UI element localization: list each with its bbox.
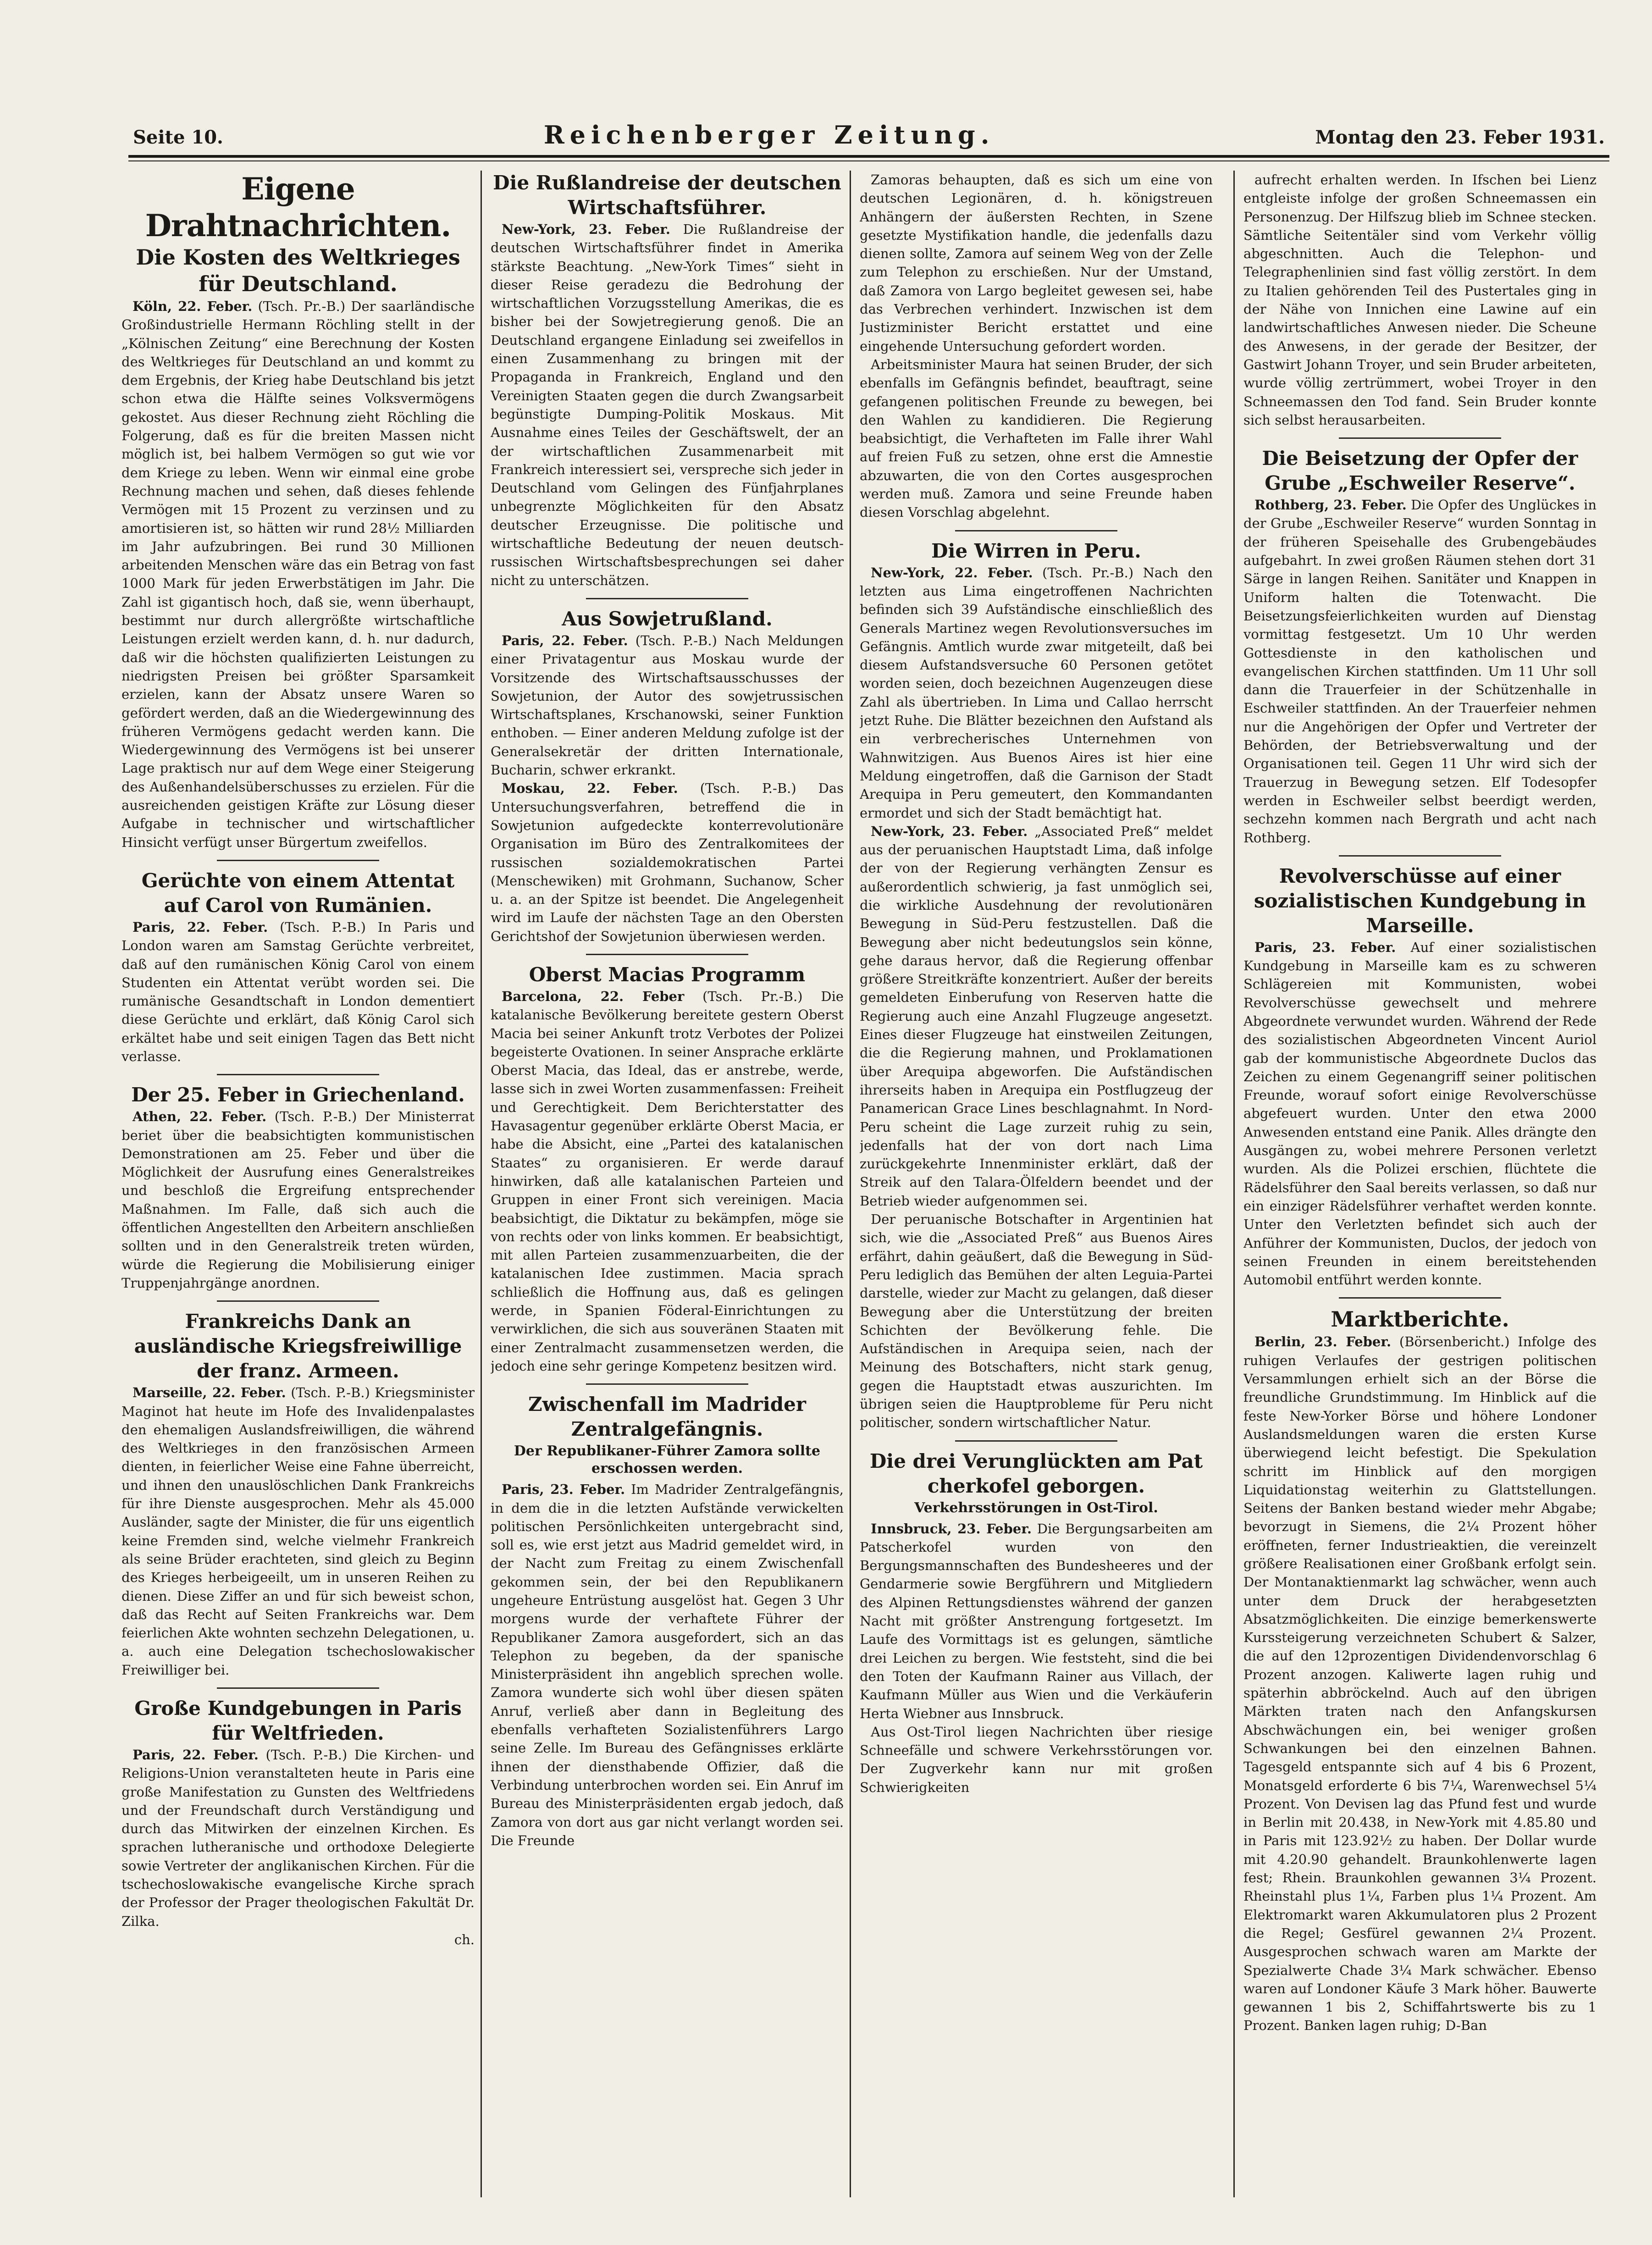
- article: [122, 1696, 475, 1949]
- article-text: (Tsch. P.-B.) In Paris und London waren am Samstag Gerüchte verbreitet, daß auf den rumänischen König Carol von einem Studenten ein Attentat verübt worden sei. Die rumänische Gesandtschaft in London dementiert diese Gerüchte und erklärt, daß König Carol sich erkältet habe und seit einigen Tagen das Bett nicht verlasse.: [122, 919, 475, 1064]
- article-headline: Der 25. Feber in Griechenland.: [131, 1084, 465, 1106]
- article-body: [122, 1107, 475, 1292]
- dateline: Marseille, 22. Feber.: [133, 1385, 286, 1401]
- article-text: (Tsch. P.-B.) Die Kirchen- und Religions-Union veranstalteten heute in Paris eine große Manifestation zu Gunsten des Weltfriedens und der Freundschaft durch Verständigung und durch das Mitwirken der einzelnen Kirchen. Es sprachen lutheranische und orthodoxe Delegierte sowie Vertreter der anglikanischen Kirchen. Für die tschechoslowakische evangelische Kirche sprach der Professor der Prager theologischen Fakultät Dr. Zilka.: [122, 1747, 475, 1929]
- dateline: Athen, 22. Feber.: [133, 1109, 267, 1125]
- column-divider: [1233, 171, 1235, 2197]
- article-headline: Die Rußlandreise der deutschen Wirtschaftsführer.: [493, 171, 841, 219]
- dateline: Moskau, 22. Feber.: [502, 780, 678, 796]
- article-separator: [217, 1074, 379, 1075]
- article-body: [1243, 496, 1597, 847]
- article-text: Arbeitsminister Maura hat seinen Bruder, der sich ebenfalls im Gefängnis befindet, beauftragt, seine gefangenen politischen Freunde zu bewegen, bei den Wahlen zu kandidieren. Die Regierung beabsichtigt, die Verhafteten im Falle ihrer Wahl auf freien Fuß zu setzen, ohne erst die Amnestie abzuwarten, die von den Cortes ausgesprochen werden muß. Zamora und seine Freunde haben diesen Vorschlag abgelehnt.: [860, 356, 1213, 520]
- header-rule-thin: [128, 160, 1609, 161]
- article-body: [122, 1746, 475, 1930]
- article-text: (Tsch. P.-B.) Der Ministerrat beriet über die beabsichtigten kommunistischen Demonstrationen am 25. Feber und über die Möglichkeit der Ausrufung eines Generalstreikes und beschloß die Ergreifung entsprechender Maßnahmen. Im Falle, daß sich auch die öffentlichen Angestellten den Arbeitern anschließen sollten und in den Generalstreik treten würden, würde die Regierung die Mobilisierung einiger Truppenjahrgänge anordnen.: [122, 1109, 475, 1291]
- article-text: (Tsch. P.-B.) Das Untersuchungsverfahren, betreffend die in Sowjetunion aufgedeckte konterrevolutionäre Organisation im Büro des Zentralkomitees der russischen sozialdemokratischen Partei (Menschewiken) mit Grohmann, Suchanow, Scher u. a. an der Spitze ist beendet. Die Angelegenheit wird im Laufe der nächsten Tage an den Obersten Gerichtshof der Sowjetunion überwiesen werden.: [491, 780, 844, 944]
- column-4: [1243, 171, 1597, 2197]
- article-body: [491, 220, 844, 590]
- article-text: (Tsch. P.-B.) Kriegsminister Maginot hat heute im Hofe des Invalidenpalastes den ehemaligen Auslandsfreiwilligen, die während des Weltkrieges in den französischen Armeen dienten, in feierlicher Weise eine Fahne überreicht, und ihnen den unauslöschlichen Dank Frankreichs für ihre Dienste ausgesprochen. Mehr als 45.000 Ausländer, sagte der Minister, die für uns eigentlich keine Fremden sind, welche vielmehr Frankreich als seine Brüder erachteten, sind gleich zu Beginn des Krieges herbeigeeilt, um in unseren Reihen zu dienen. Diese Ziffer an und für sich beweist schon, daß das Recht auf Seiten Frankreichs war. Dem feierlichen Akte wohnten sechzehn Delegationen, u. a. auch eine Delegation tschechoslowakischer Freiwilliger bei.: [122, 1385, 475, 1678]
- author-signature: ch.: [454, 1931, 475, 1947]
- dateline: Paris, 23. Feber.: [502, 1482, 625, 1498]
- article-headline: Die Kosten des Weltkrieges für Deutschland.: [136, 245, 460, 296]
- article-text: (Tsch. P.-B.) Nach Meldungen einer Privatagentur aus Moskau wurde der Vorsitzende des Wirtschaftsausschusses der Sowjetunion, der Autor des sowjetrussischen Wirtschaftsplanes, Krschanowski, seiner Funktion enthoben. — Einer anderen Meldung zufolge ist der Generalsekretär der dritten Internationale, Bucharin, schwer erkrankt.: [491, 632, 844, 778]
- dateline: New-York, 22. Feber.: [871, 564, 1033, 581]
- article-headline: Gerüchte von einem Attentat auf Carol von Rumänien.: [141, 869, 455, 917]
- article: [860, 539, 1213, 1432]
- article-headline: Die Beisetzung der Opfer der Grube „Eschweiler Reserve“.: [1262, 447, 1578, 495]
- dateline: Paris, 22. Feber.: [133, 1747, 259, 1763]
- article: [122, 868, 475, 1066]
- article-body: [1243, 1333, 1597, 2035]
- article-headline: Große Kundgebungen in Paris für Weltfrieden.: [134, 1697, 462, 1744]
- masthead: [133, 120, 1605, 150]
- article-separator: [586, 598, 748, 599]
- article-headline: Die drei Verunglückten am Pat cherkofel geborgen.: [869, 1449, 1203, 1497]
- dateline: Paris, 23. Feber.: [1254, 939, 1396, 955]
- article-body: [491, 779, 844, 946]
- article-separator: [955, 1440, 1117, 1442]
- article: [122, 1083, 475, 1292]
- article-text: (Tsch. Pr.-B.) Nach den letzten aus Lima eingetroffenen Nachrichten befinden sich 39 Aufständische einschließlich des Generals Martinez wegen Revolutionsversuches im Gefängnis. Amtlich wurde zwar mitgeteilt, daß bei diesem Aufstandsversuche 60 Personen getötet worden seien, doch bezeichnen Augenzeugen diese Zahl als übertrieben. In Lima und Callao herrscht jetzt Ruhe. Die Blätter bezeichnen den Aufstand als ein verbrecherisches Unternehmen von Wahnwitzigen. Aus Buenos Aires ist hier eine Meldung eingetroffen, daß die Garnison der Stadt Arequipa in Peru gemeutert, den Kommandanten ermordet und sich der Stadt bemächtigt hat.: [860, 564, 1213, 821]
- article-body: [491, 631, 844, 779]
- article: [1243, 446, 1597, 847]
- dateline: Berlin, 23. Feber.: [1254, 1334, 1392, 1350]
- article-text: Die Opfer des Unglückes in der Grube „Eschweiler Reserve“ wurden Sonntag in der früheren Speisehalle des Grubengebäudes aufgebahrt. In zwei großen Räumen stehen dort 31 Särge in langen Reihen. Sanitäter und Knappen in Uniform halten die Totenwacht. Die Beisetzungsfeierlichkeiten wurden auf Dienstag vormittag festgesetzt. Um 10 Uhr werden Gottesdienste in den katholischen und evangelischen Kirchen stattfinden. Um 11 Uhr soll dann die Trauerfeier in der Schützenhalle in Eschweiler stattfinden. An der Trauerfeier nehmen nur die Angehörigen der Opfer und Vertreter der Behörden, der Betriebsverwaltung und der Organisationen teil. Gegen 11 Uhr wird sich der Trauerzug in Bewegung setzen. Elf Todesopfer werden in Eschweiler selbst beerdigt werden, sechzehn kommen nach Bergrath und acht nach Rothberg.: [1243, 497, 1597, 846]
- article-text: (Börsenbericht.) Infolge des ruhigen Verlaufes der gestrigen politischen Versammlungen erhielt sich an der Börse die freundliche Grundstimmung. Im Hinblick auf die feste New-Yorker Börse und höhere Londoner Auslandsmeldungen waren die ersten Kurse überwiegend leicht befestigt. Die Spekulation schritt im Hinblick auf den morgigen Liquidationstag weiterhin zu Glattstellungen. Seitens der Banken bestand wieder mehr Abgabe; bevorzugt in Siemens, die 2¼ Prozent höher eröffneten, ferner Industrieaktien, die vereinzelt größere Realisationen einer Großbank erfolgt sein. Der Montanaktienmarkt lag schwächer, wenn auch unter dem Druck der herabgesetzten Absatzmöglichkeiten. Die einzige bemerkenswerte Kurssteigerung verzeichneten Schubert & Salzer, die auf den 12prozentigen Dividendenvorschlag 6 Prozent anzogen. Kaliwerte lagen ruhig und späterhin abbröckelnd. Auch auf den übrigen Märkten traten nach den Anfangskursen Abschwächungen ein, bei weniger großen Schwankungen bei den einzelnen Bahnen. Tagesgeld entspannte sich auf 4 bis 6 Prozent, Monatsgeld erforderte 6 bis 7¼, Warenwechsel 5¼ Prozent. Von Devisen lag das Pfund fest und wurde in Berlin mit 20.438, in New-York mit 4.85.80 und in Paris mit 123.92½ zu haben. Der Dollar wurde mit 4.20.90 gehandelt. Braunkohlenwerte lagen fest; Rhein. Braunkohlen gewannen 3¼ Prozent. Rheinstahl plus 1¼, Farben plus 1¼ Prozent. Am Elektromarkt waren Akkumulatoren plus 2 Prozent die Regel; Gesfürel gewannen 2¼ Prozent. Ausgesprochen schwach waren am Markte der Spezialwerte Chade 3¼ Mark schwächer. Ebenso waren auf Londoner Käufe 3 Mark höher. Bauwerte gewannen 1 bis 2, Schiffahrtswerte bis zu 1 Prozent. Banken lagen ruhig; D-Ban: [1243, 1334, 1597, 2034]
- article-separator: [1339, 1297, 1501, 1299]
- article-text: Die Rußlandreise der deutschen Wirtschaftsführer findet in Amerika stärkste Beachtung. „New-York Times“ sieht in dieser Reise geradezu die Bedrohung der wirtschaftlichen Vorzugsstellung Amerikas, die es bisher bei der Sowjetregierung genoß. Die an Deutschland ergangene Einladung sei zweifellos in einen Zusammenhang zu bringen mit der Propaganda in Frankreich, England und den Vereinigten Staaten gegen die durch Zwangsarbeit begünstigte Dumping-Politik Moskaus. Mit Ausnahme eines Teiles der Geschäftswelt, der an der wirtschaftlichen Zusammenarbeit mit Frankreich interessiert sei, verspreche sich jeder in Deutschland vom Gelingen des Fünfjahrplanes unbegrenzte Möglichkeiten für den Absatz deutscher Erzeugnisse. Die politische und wirtschaftliche Bedeutung der neuen deutsch-russischen Wirtschaftsbesprechungen sei daher nicht zu unterschätzen.: [491, 221, 844, 588]
- article-separator: [1339, 437, 1501, 439]
- dateline: New-York, 23. Feber.: [871, 823, 1028, 839]
- article-separator: [586, 1383, 748, 1385]
- article-body: [1243, 938, 1597, 1289]
- article-headline: Frankreichs Dank an ausländische Kriegsfreiwillige der franz. Armeen.: [134, 1310, 462, 1382]
- article-body: [491, 1480, 844, 1850]
- article: [491, 1392, 844, 1850]
- article-headline: Revolverschüsse auf einer sozialistischen Kundgebung in Marseille.: [1254, 864, 1586, 937]
- dateline: New-York, 23. Feber.: [502, 221, 670, 237]
- article-body: [860, 822, 1213, 1210]
- article-subheadline: Der Republikaner-Führer Zamora sollte erschossen werden.: [514, 1443, 821, 1477]
- article-text: Auf einer sozialistischen Kundgebung in Marseille kam es zu schweren Schlägereien mit Kommunisten, wobei Revolverschüsse gewechselt und mehrere Abgeordnete verwundet wurden. Während der Rede des sozialistischen Abgeordneten Vincent Auriol gab der kommunistische Abgeordnete Duclos das Zeichen zu einem Gegenangriff seiner politischen Freunde, worauf sofort einige Revolverschüsse abgefeuert wurden. Unter den etwa 2000 Anwesenden entstand eine Panik. Alles drängte den Ausgängen zu, wobei mehrere Personen verletzt wurden. Als die Polizei erschien, flüchtete die Rädelsführer den Saal bereits verlassen, so daß nur ein einziger Rädelsführer verhaftet werden konnte. Unter den Verletzten befindet sich auch der Anführer der Kommunisten, Duclos, der jedoch von seinen Freunden in einem bereitstehenden Automobil entführt werden konnte.: [1243, 939, 1597, 1288]
- article-text: Zamoras behaupten, daß es sich um eine von deutschen Legionären, d. h. königstreuen Anhängern der äußersten Rechten, in Szene gesetzte Mystifikation handle, die jedenfalls dazu dienen sollte, Zamora auf seinem Weg von der Zelle zum Telephon zu erschießen. Nur der Umstand, daß Zamora von Largo begleitet gewesen sei, habe das Verbrechen verhindert. Inzwischen ist dem Justizminister Bericht erstattet und eine eingehende Untersuchung gefordert worden.: [860, 172, 1213, 354]
- dateline: Barcelona, 22. Feber: [502, 988, 685, 1004]
- article-body: [491, 987, 844, 1375]
- article-text: „Associated Preß“ meldet aus der peruanischen Hauptstadt Lima, daß infolge der von der Regierung verhängten Zensur es außerordentlich schwierig, ja fast unmöglich sei, die wirkliche Ausdehnung der revolutionären Bewegung in Süd-Peru festzustellen. Daß die Bewegung aber nicht bedeutungslos sein könne, gehe daraus hervor, daß die Regierung offenbar größere Streitkräfte konzentriert. Außer der bereits gemeldeten Einberufung von Reserven hatte die Regierung auch eine Anzahl Flugzeuge angesetzt. Eines dieser Flugzeuge hat einstweilen Zeitungen, die die Regierung mahnen, und Proklamationen über Arequipa abgeworfen. Die Aufständischen ihrerseits haben in Arequipa ein Postflugzeug der Panamerican Grace Lines beschlagnahmt. In Nord-Peru scheint die Lage zurzeit ruhig zu sein, jedenfalls hat der von dort nach Lima zurückgekehrte Innenminister erklärt, daß der Streik auf den Talara-Ölfeldern beendet und der Betrieb wieder aufgenommen sei.: [860, 823, 1213, 1209]
- article-text: Aus Ost-Tirol liegen Nachrichten über riesige Schneefälle und schwere Verkehrsstörungen vor. Der Zugverkehr kann nur mit großen Schwierigkeiten: [860, 1724, 1213, 1795]
- dateline: Paris, 22. Feber.: [133, 919, 268, 935]
- article-body: [122, 297, 475, 852]
- column-3: [860, 171, 1213, 2197]
- article-separator: [1339, 855, 1501, 857]
- article-headline: Marktberichte.: [1331, 1307, 1509, 1332]
- article-text: (Tsch. Pr.-B.) Die katalanische Bevölkerung bereitete gestern Oberst Macia bei seiner Ankunft trotz Verbotes der Polizei begeisterte Ovationen. In seiner Ansprache erklärte Oberst Macia, das Ideal, das er anstrebe, werde, lasse sich in zwei Worten zusammenfassen: Freiheit und Gerechtigkeit. Dem Berichterstatter des Havasagentur gegenüber erklärte Oberst Macia, er habe die Absicht, eine „Partei des katalanischen Staates“ zu organisieren. Er werde darauf hinwirken, daß alle katalanischen Parteien und Gruppen in einer Front sich vereinigen. Macia beabsichtigt, die Diktatur zu bekämpfen, möge sie von rechts oder von links kommen. Er beabsichtigt, mit allen Parteien zusammenzuarbeiten, die der katalanischen Idee zustimmen. Macia sprach schließlich die Hoffnung aus, daß es gelingen werde, in Spanien Föderal-Einrichtungen zu verwirklichen, die sich aus souveränen Staaten mit einer Zentralmacht zusammensetzen werden, die jedoch eine sehr geringe Kompetenz besitzen wird.: [491, 988, 844, 1374]
- dateline: Paris, 22. Feber.: [502, 632, 628, 648]
- issue-date: Montag den 23. Feber 1931.: [1315, 127, 1605, 148]
- article: [860, 1449, 1213, 1797]
- article-text: Die Bergungsarbeiten am Patscherkofel wurden von den Bergungsmannschaften des Bundesheeres und der Gendarmerie sowie Bergführern und Mitgliedern des Alpinen Rettungsdienstes während der ganzen Nacht mit größter Anstrengung fortgesetzt. Im Laufe des Vormittags ist es gelungen, sämtliche drei Leichen zu bergen. Wie feststeht, sind die bei den Toten der Kaufmann Rainer aus Villach, der Kaufmann Müller aus Wien und die Verkäuferin Herta Wiebner aus Innsbruck.: [860, 1521, 1213, 1721]
- article: [1243, 171, 1597, 429]
- section-title: Eigene Drahtnachrichten.: [145, 171, 451, 243]
- article-separator: [217, 1687, 379, 1689]
- column-1: [122, 171, 475, 2197]
- article-headline: Aus Sowjetrußland.: [562, 607, 773, 630]
- column-2: [491, 171, 844, 2197]
- article: [1243, 1306, 1597, 2035]
- article-headline: Die Wirren in Peru.: [931, 539, 1141, 562]
- dateline: Rothberg, 23. Feber.: [1254, 497, 1407, 513]
- article-separator: [217, 860, 379, 861]
- newspaper-title: Reichenberger Zeitung.: [543, 120, 995, 149]
- article-body: [122, 1383, 475, 1679]
- article: [491, 607, 844, 946]
- article: [1243, 864, 1597, 1289]
- article-body: [860, 564, 1213, 822]
- article-text: (Tsch. Pr.-B.) Der saarländische Großindustrielle Hermann Röchling stellt in der „Kölnischen Zeitung“ eine Berechnung der Kosten des Weltkrieges für Deutschland an und kommt zu dem Ergebnis, der Krieg habe Deutschland bis jetzt schon etwa die Hälfte seines Volksvermögens gekostet. Aus dieser Rechnung zieht Röchling die Folgerung, daß es für die breiten Massen nicht möglich ist, bei halbem Vermögen so gut wie vor dem Kriege zu leben. Wenn wir einmal eine grobe Rechnung machen und sehen, daß dieses fehlende Vermögen mit 15 Prozent zu verzinsen und zu amortisieren ist, so hätten wir rund 28½ Milliarden im Jahr aufzubringen. Bei rund 30 Millionen arbeitenden Menschen wäre das ein Betrag von fast 1000 Mark für jeden Erwerbstätigen im Jahr. Die Zahl ist gigantisch hoch, daß sie, wenn überhaupt, bestimmt nur durch allergrößte wirtschaftliche Leistungen erzielt werden kann, d. h. nur dadurch, daß wir die höchsten qualifizierten Leistungen zu niedrigsten Preisen bei größter Sparsamkeit erzielen, kann der Absatz unsere Waren so gefördert werden, daß an die Wiedergewinnung des früheren Vermögens gedacht werden kann. Die Wiedergewinnung des Vermögens ist bei unserer Lage praktisch nur auf dem Wege einer Steigerung des Außenhandelsüberschusses zu erzielen. Für die ausreichenden geistigen Kräfte zur Lösung dieser Aufgabe in technischer und wirtschaftlicher Hinsicht verfügt unser Bürgertum zweifellos.: [122, 299, 475, 850]
- article-subheadline: Verkehrsstörungen in Ost-Tirol.: [914, 1499, 1158, 1516]
- column-divider: [481, 171, 482, 2197]
- article-body: [860, 1520, 1213, 1723]
- column-divider: [850, 171, 851, 2197]
- article-text: Im Madrider Zentralgefängnis, in dem die in die letzten Aufstände verwickelten politischen Persönlichkeiten untergebracht sind, soll es, wie erst jetzt aus Madrid gemeldet wird, in der Nacht zum Freitag zu einem Zwischenfall gekommen sein, der bei den Republikanern ungeheure Entrüstung ausgelöst hat. Gegen 3 Uhr morgens wurde der verhaftete Führer der Republikaner Zamora ausgefordert, sich an das Telephon zu begeben, da der spanische Ministerpräsident ihn angeblich sprechen wolle. Zamora wunderte sich wohl über diesen späten Anruf, verließ aber dann in Begleitung des ebenfalls verhafteten Sozialistenführers Largo seine Zelle. Im Bureau des Gefängnisses erklärte ihnen der diensthabende Offizier, daß die Verbindung unterbrochen worden sei. Ein Anruf im Bureau des Ministerpräsidenten ergab jedoch, daß Zamora von dort aus gar nicht verlangt worden sei. Die Freunde: [491, 1482, 844, 1848]
- article: [491, 962, 844, 1375]
- article-separator: [586, 954, 748, 955]
- dateline: Innsbruck, 23. Feber.: [871, 1521, 1032, 1537]
- article: [860, 171, 1213, 522]
- article-text: aufrecht erhalten werden. In Ifschen bei Lienz entgleiste infolge der großen Schneemassen ein Personenzug. Der Hilfszug blieb im Schnee stecken. Sämtliche Seitentäler sind vom Verkehr völlig abgeschnitten. Auch die Telephon- und Telegraphenlinien sind fast völlig zerstört. In dem zu Italien gehörenden Teil des Pustertales ging in der Nähe von Innichen eine Lawine auf ein landwirtschaftliches Anwesen nieder. Die Scheune des Anwesens, in der gerade der Besitzer, der Gastwirt Johann Troyer, und sein Bruder arbeiteten, wurde völlig zertrümmert, wobei Troyer in den Schneemassen den Tod fand. Sein Bruder konnte sich selbst herausarbeiten.: [1243, 172, 1597, 428]
- page-number: Seite 10.: [133, 127, 223, 148]
- article-text: Der peruanische Botschafter in Argentinien hat sich, wie die „Associated Preß“ aus Buenos Aires erfährt, dahin geäußert, daß die Bewegung in Süd-Peru lediglich das Bemühen der alten Leguia-Partei darstelle, wieder zur Macht zu gelangen, daß dieser Bewegung aber die Unterstützung der breiten Schichten der Bevölkerung fehle. Die Aufständischen in Arequipa seien, nach der Meinung des Botschafters, nicht stark genug, gegen die Hauptstadt etwas auszurichten. Im übrigen seien die Hauptprobleme für Peru nicht politischer, sondern wirtschaftlicher Natur.: [860, 1211, 1213, 1431]
- article-headline: Zwischenfall im Madrider Zentralgefängnis.: [528, 1393, 806, 1441]
- dateline: Köln, 22. Feber.: [133, 299, 253, 314]
- article: [491, 171, 844, 590]
- header-rule: [128, 155, 1609, 158]
- article: [122, 244, 475, 852]
- article-headline: Oberst Macias Programm: [529, 963, 806, 986]
- article-body: [122, 918, 475, 1066]
- article-separator: [955, 530, 1117, 531]
- article-separator: [217, 1300, 379, 1302]
- article: [122, 1309, 475, 1679]
